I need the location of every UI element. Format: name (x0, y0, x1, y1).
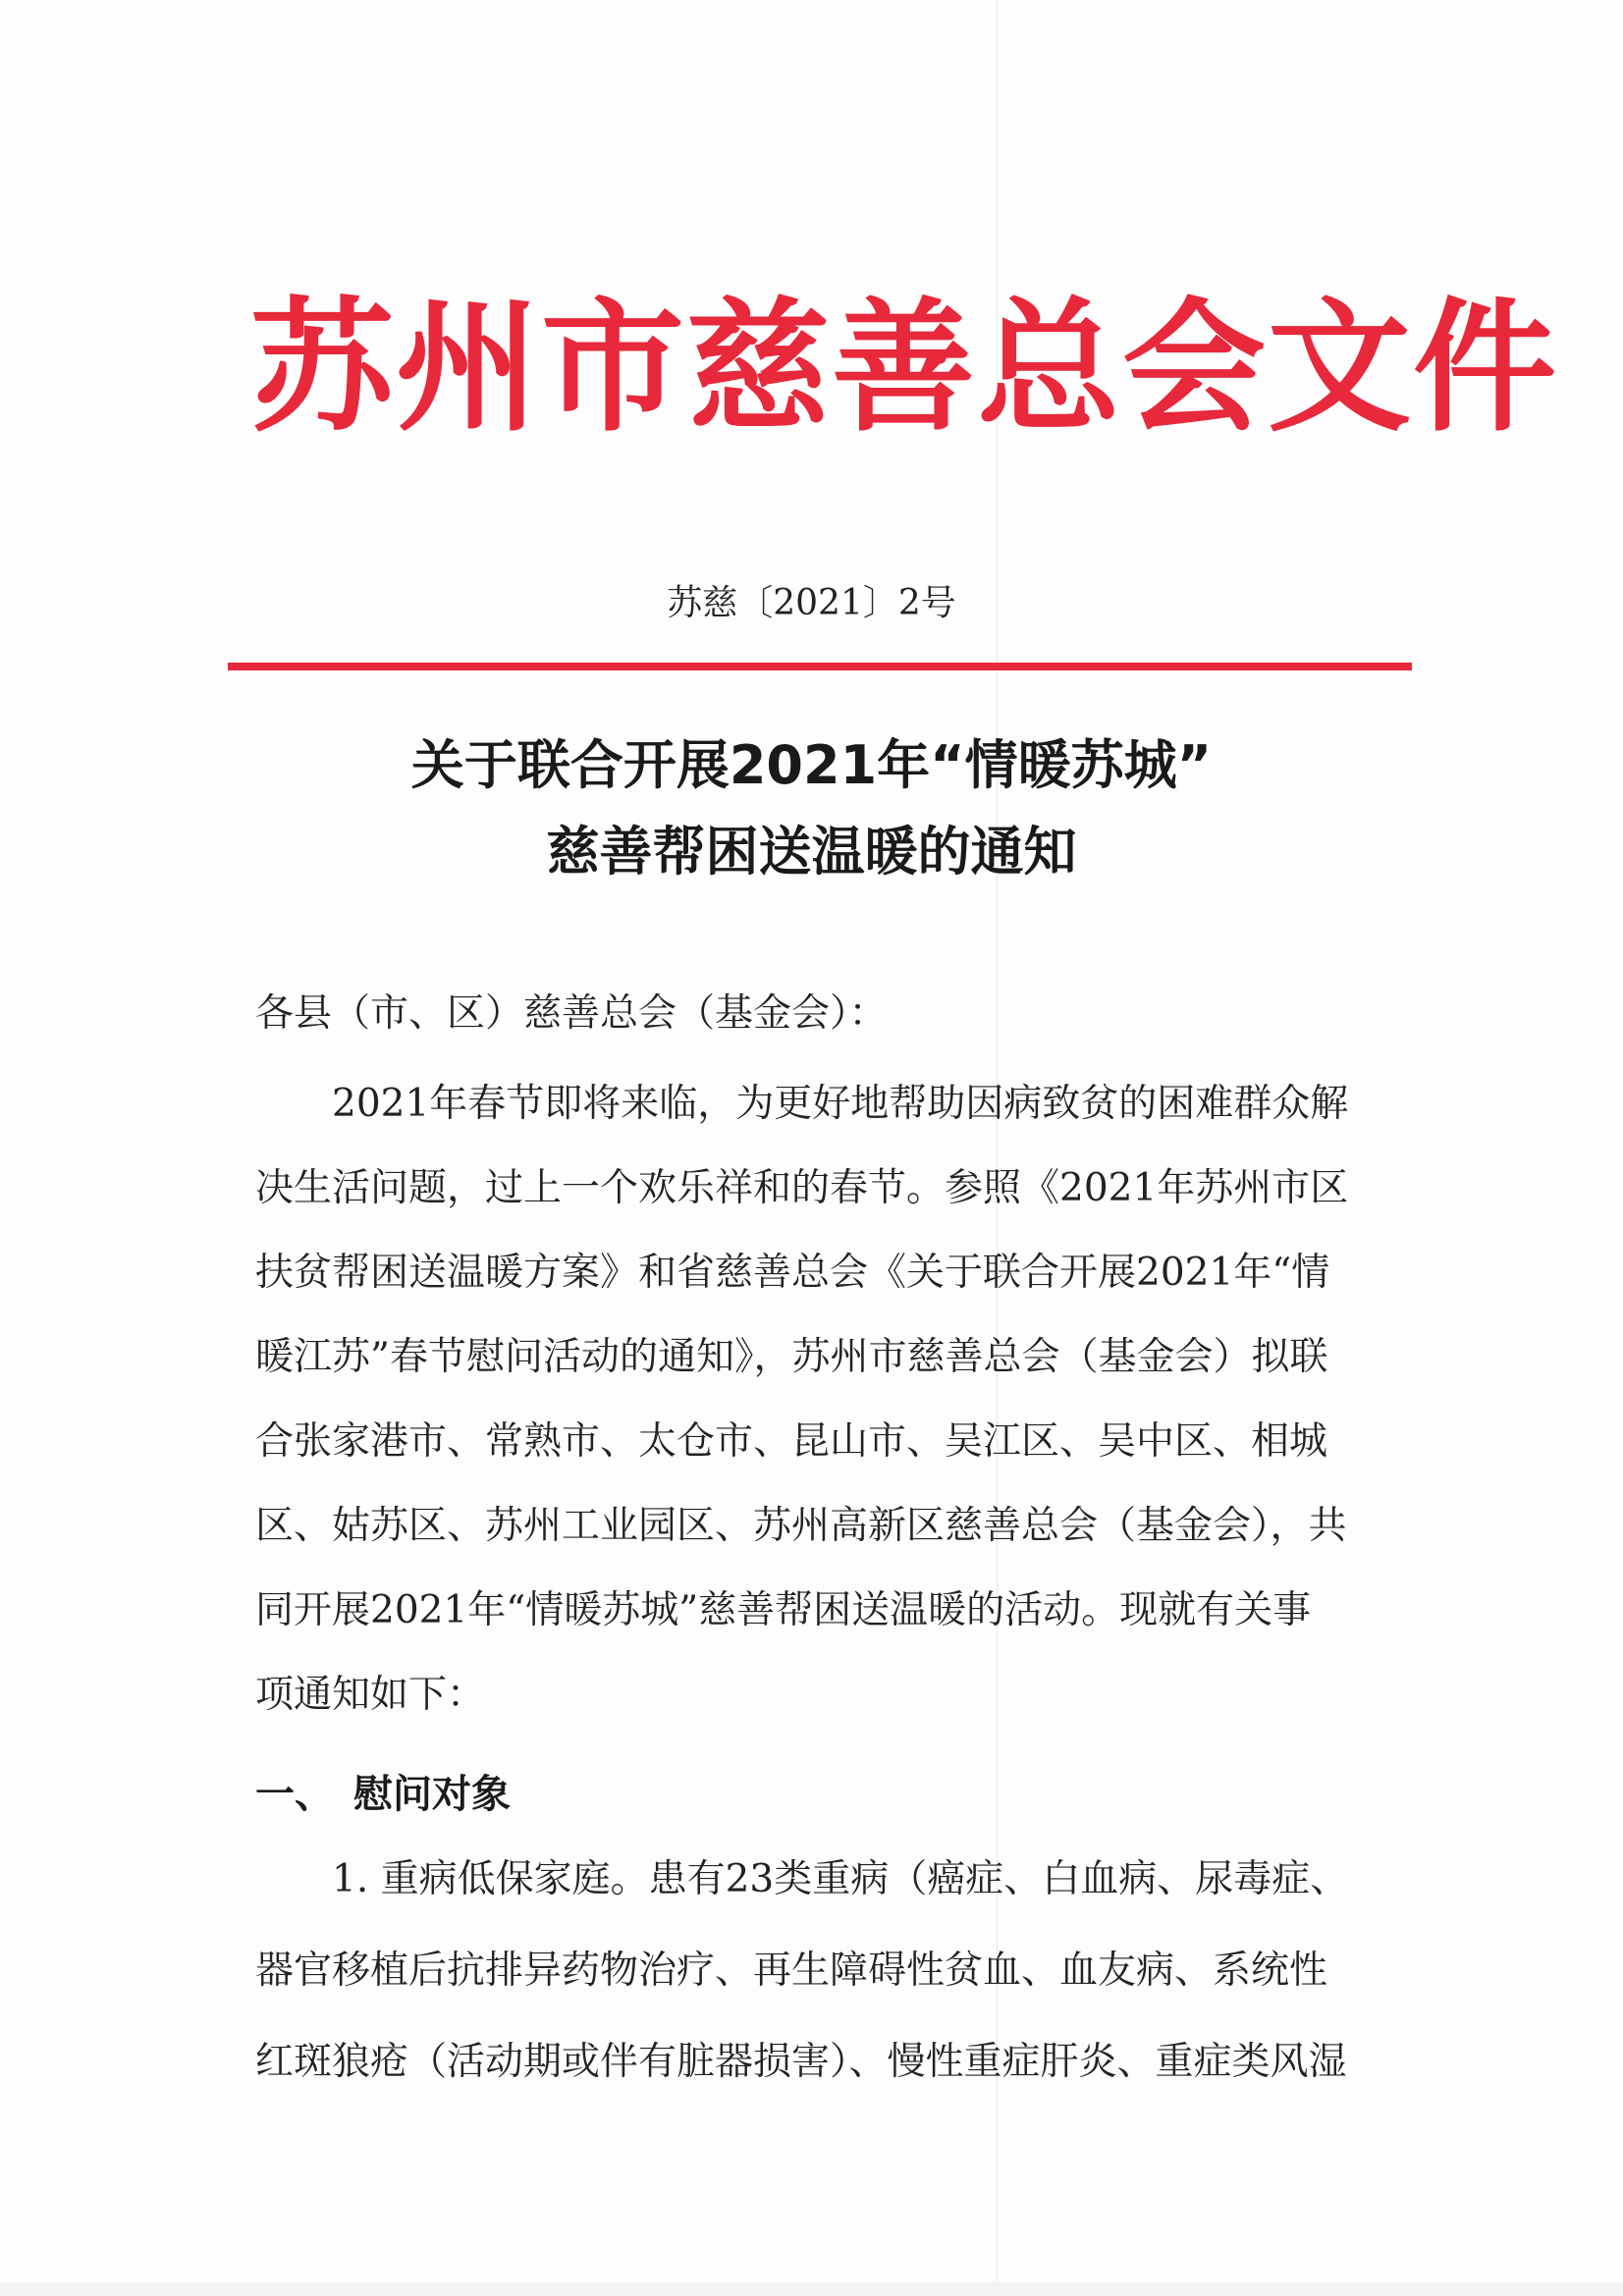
paragraph-line: 2021年春节即将来临，为更好地帮助因病致贫的困难群众解 (255, 1082, 1349, 1126)
paragraph-line: 同开展2021年“情暖苏城”慈善帮困送温暖的活动。现就有关事 (255, 1588, 1312, 1632)
item-line: 1. 重病低保家庭。患有23类重病（癌症、白血病、尿毒症、 (255, 1857, 1349, 1901)
header-title: 苏州市慈善总会文件 (250, 284, 1558, 452)
section-number: 一、 (255, 1772, 334, 1817)
scan-bottom-edge (0, 2282, 1623, 2296)
paragraph-line: 暖江苏”春节慰问活动的通知》，苏州市慈善总会（基金会）拟联 (255, 1335, 1328, 1379)
item-line: 红斑狼疮（活动期或伴有脏器损害）、慢性重症肝炎、重症类风湿 (255, 2040, 1347, 2084)
red-header-rule (228, 663, 1412, 670)
paragraph-line: 扶贫帮困送温暖方案》和省慈善总会《关于联合开展2021年“情 (255, 1251, 1330, 1295)
paragraph-line: 合张家港市、常熟市、太仓市、昆山市、吴江区、吴中区、相城 (255, 1419, 1328, 1464)
paragraph-line: 项通知如下： (255, 1673, 486, 1717)
item-line: 器官移植后抗排异药物治疗、再生障碍性贫血、血友病、系统性 (255, 1949, 1328, 1993)
paragraph-line: 区、姑苏区、苏州工业园区、苏州高新区慈善总会（基金会），共 (255, 1504, 1347, 1548)
section-heading-1 (255, 1752, 511, 1837)
notice-title-line-2: 慈善帮困送温暖的通知 (546, 821, 1077, 882)
section-title: 慰问对象 (353, 1772, 511, 1817)
notice-title-line-1: 关于联合开展2021年“情暖苏城” (410, 734, 1213, 796)
salutation: 各县（市、区）慈善总会（基金会）： (255, 991, 888, 1036)
paragraph-line: 决生活问题，过上一个欢乐祥和的春节。参照《2021年苏州市区 (255, 1166, 1349, 1210)
document-number: 苏慈〔2021〕2号 (667, 583, 956, 623)
